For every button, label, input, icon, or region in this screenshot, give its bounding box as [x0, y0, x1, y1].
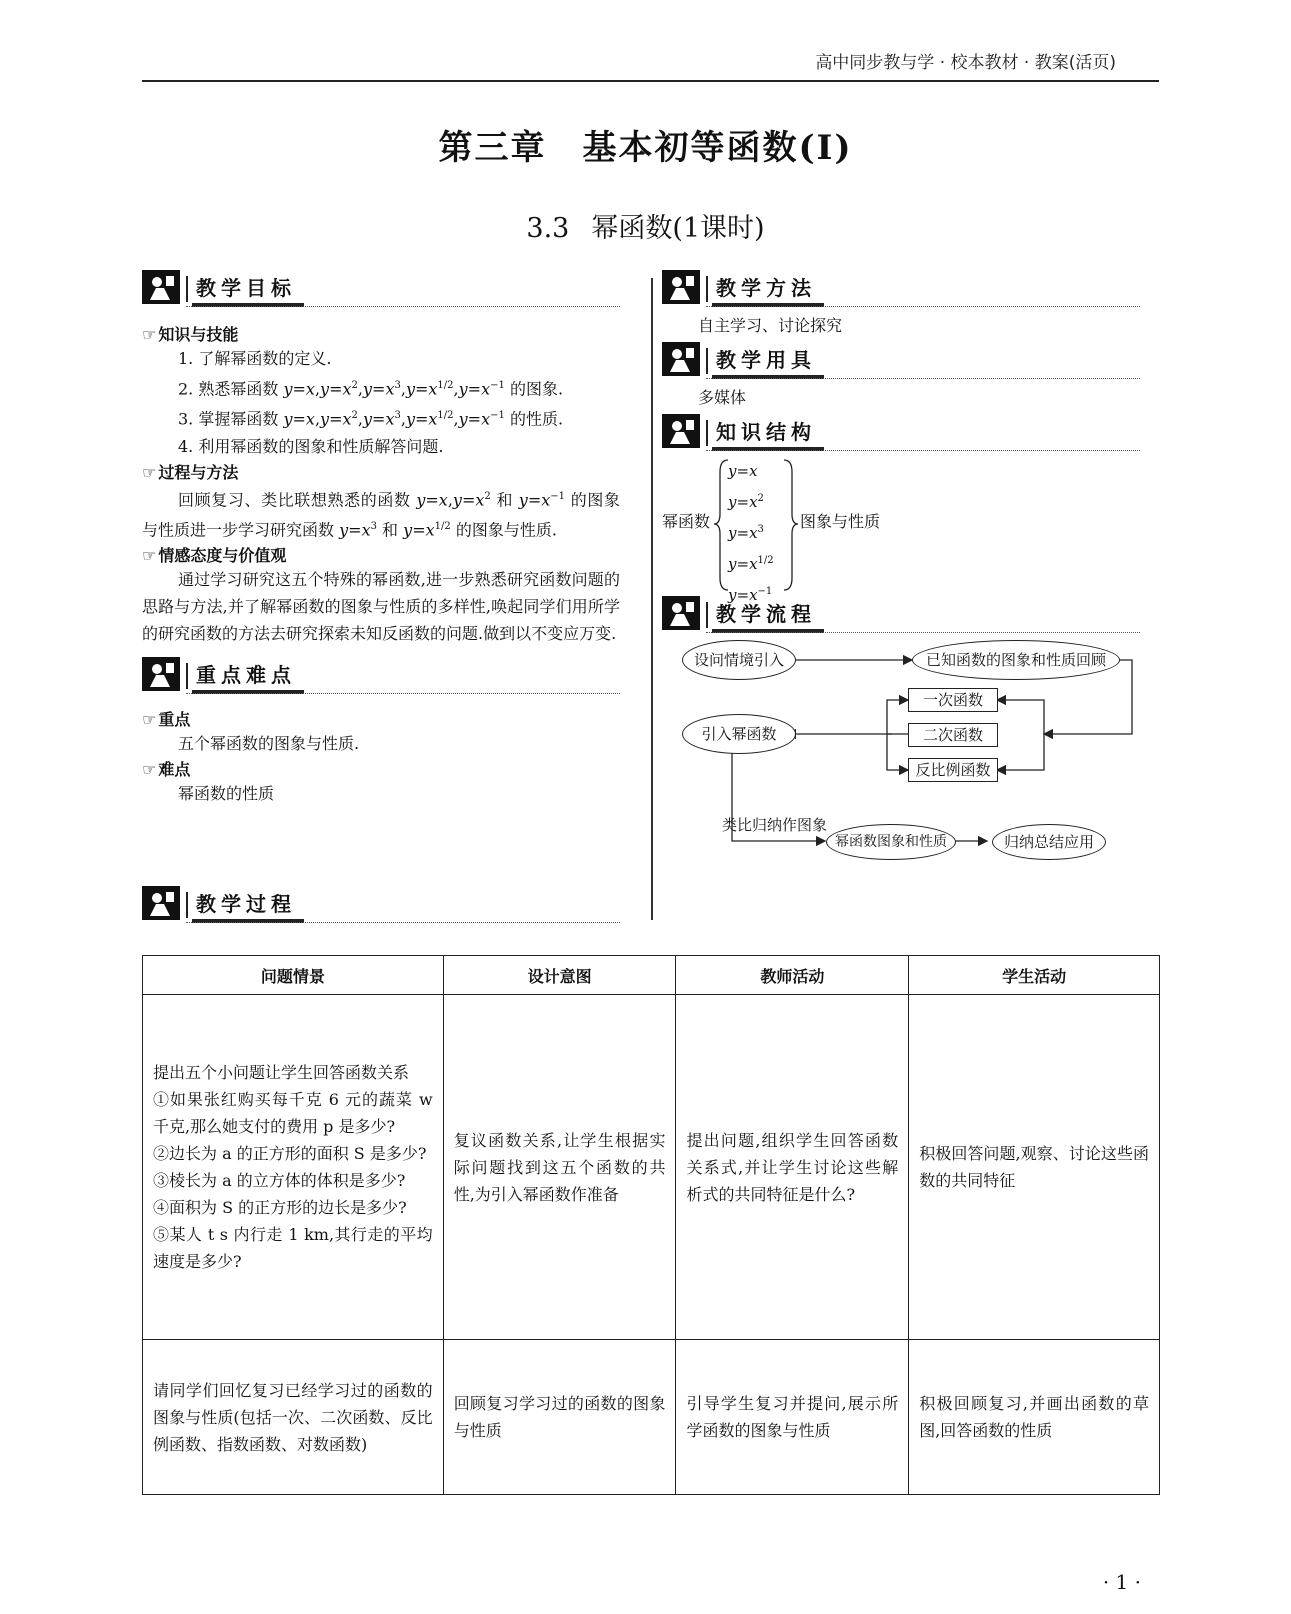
teacher-emblem-icon [662, 414, 700, 448]
chapter-title: 第三章 基本初等函数(Ⅰ) [438, 128, 853, 168]
cell-teacher: 引导学生复习并提问,展示所学函数的图象与性质 [676, 1340, 909, 1495]
difficulty-label: ☞ 难点 [142, 757, 620, 780]
flow-heading [662, 596, 1140, 632]
difficulty-text: 幂函数的性质 [178, 784, 275, 804]
teacher-emblem-icon [142, 886, 180, 920]
process-heading [142, 886, 620, 922]
structure-heading [662, 414, 1140, 450]
col-header: 问题情景 [143, 956, 444, 995]
func-item: $y=x^3$ [728, 524, 764, 542]
emotion-text: 通过学习研究这五个特殊的幂函数,进一步熟悉研究函数问题的思路与方法,并了解幂函数的图象与性质的多样性,唤起同学们用所学的研究函数的方法去研究探索未知反函数的问题.做到以不变应万变. [142, 570, 620, 644]
flow-node-review: 已知函数的图象和性质回顾 [912, 640, 1120, 680]
col-header: 设计意图 [443, 956, 676, 995]
knowledge-structure [662, 458, 1140, 604]
teacher-emblem-icon [662, 596, 700, 630]
cell-intent: 复议函数关系,让学生根据实际问题找到这五个函数的共性,为引入幂函数作准备 [443, 995, 676, 1340]
page-number: · 1 · [1102, 1570, 1141, 1594]
section-name: 幂函数(1课时) [591, 213, 765, 244]
table-row [143, 1340, 1160, 1495]
cell-student: 积极回顾复习,并画出函数的草图,回答函数的性质 [909, 1340, 1160, 1495]
process-label: ☞ 过程与方法 [142, 460, 620, 483]
running-header: 高中同步教与学 · 校本教材 · 教案(活页) [815, 53, 1116, 73]
knowledge-label: ☞ 知识与技能 [142, 322, 620, 345]
right-brace-icon [780, 458, 800, 593]
cell-intent: 回顾复习学习过的函数的图象与性质 [443, 1340, 676, 1495]
col-header: 学生活动 [909, 956, 1160, 995]
key-text: 五个幂函数的图象与性质. [178, 734, 360, 754]
func-item: $y=x^2$ [728, 493, 764, 511]
keypoints-heading [142, 657, 620, 693]
cell-teacher: 提出问题,组织学生回答函数关系式,并让学生讨论这些解析式的共同特征是什么? [676, 995, 909, 1340]
process-title: 教学过程 [196, 892, 296, 916]
cell-student: 积极回答问题,观察、讨论这些函数的共同特征 [909, 995, 1160, 1340]
flow-diagram [662, 638, 1140, 898]
column-divider [651, 278, 653, 920]
flow-title: 教学流程 [716, 602, 816, 626]
teacher-emblem-icon [662, 342, 700, 376]
flow-label-analogy: 类比归纳作图象 [722, 816, 828, 834]
header-rule [142, 80, 1159, 82]
key-label: ☞ 重点 [142, 707, 620, 730]
teacher-emblem-icon [662, 270, 700, 304]
goals-heading [142, 270, 620, 306]
emotion-label: ☞ 情感态度与价值观 [142, 543, 620, 566]
section-number: 3.3 [526, 213, 570, 244]
teacher-emblem-icon [142, 657, 180, 691]
flow-node-inverse: 反比例函数 [908, 758, 998, 782]
goal-item-2: 2. 熟悉幂函数 $y=x,y=x^2,y=x^3,y=x^{1/2},y=x^{-1}$ 的图象. [178, 379, 564, 399]
tools-text: 多媒体 [698, 388, 747, 407]
section-title [0, 206, 1291, 245]
goals-title: 教学目标 [196, 276, 296, 300]
method-text: 自主学习、讨论探究 [698, 316, 843, 335]
table-header-row [143, 956, 1160, 995]
flow-node-power: 引入幂函数 [682, 714, 796, 754]
func-item: y=x [728, 462, 758, 480]
structure-title: 知识结构 [716, 420, 816, 444]
process-text: 回顾复习、类比联想熟悉的函数 $y=x,y=x^2$ 和 $y=x^{-1}$ 的图象与性质进一步学习研究函数 $y=x^3$ 和 $y=x^{1/2}$ 的图象与性质. [142, 489, 620, 540]
flow-node-intro: 设问情境引入 [682, 640, 796, 680]
cell-scene: 提出五个小问题让学生回答函数关系 ①如果张红购买每千克 6 元的蔬菜 w 千克,那么她支付的费用 p 是多少? ②边长为 a 的正方形的面积 S 是多少? ③棱长为 a 的立方体的体积是多少? ④面积为 S 的正方形的边长是多少? ⑤某人 t s 内行走 1 km,其行走的平均速度是多少? [143, 995, 444, 1340]
right-column [662, 270, 1140, 910]
method-heading [662, 270, 1140, 306]
flow-node-linear: 一次函数 [908, 688, 998, 712]
cell-scene: 请同学们回忆复习已经学习过的函数的图象与性质(包括一次、二次函数、反比例函数、指数函数、对数函数) [143, 1340, 444, 1495]
goal-item-4: 4. 利用幂函数的图象和性质解答问题. [178, 436, 444, 456]
structure-right: 图象与性质 [800, 512, 881, 531]
goal-item-3: 3. 掌握幂函数 $y=x,y=x^2,y=x^3,y=x^{1/2},y=x^{-1}$ 的性质. [178, 409, 564, 429]
teacher-emblem-icon [142, 270, 180, 304]
func-item: $y=x^{1/2}$ [728, 555, 774, 573]
keypoints-title: 重点难点 [196, 663, 296, 688]
tools-title: 教学用具 [716, 348, 816, 372]
left-column [142, 270, 620, 807]
structure-left: 幂函数 [662, 512, 711, 531]
func-item: $y=x^{-1}$ [728, 586, 773, 604]
process-table [142, 955, 1160, 1495]
goal-item-1: 1. 了解幂函数的定义. [178, 349, 332, 368]
method-title: 教学方法 [716, 276, 816, 300]
flow-node-quadratic: 二次函数 [908, 723, 998, 747]
flow-node-props: 幂函数图象和性质 [826, 824, 956, 860]
table-row [143, 995, 1160, 1340]
tools-heading [662, 342, 1140, 378]
col-header: 教师活动 [676, 956, 909, 995]
flow-node-summary: 归纳总结应用 [992, 824, 1106, 860]
